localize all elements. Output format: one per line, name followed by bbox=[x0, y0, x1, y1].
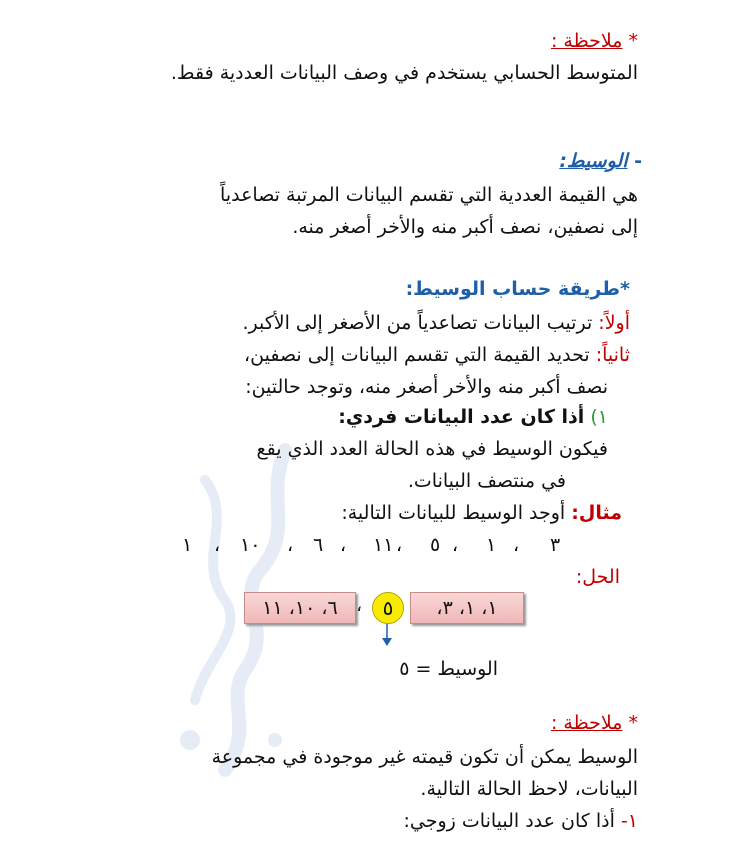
case1-line2: في منتصف البيانات. bbox=[407, 470, 566, 492]
value: ٥ bbox=[430, 534, 441, 556]
separator: ، bbox=[452, 534, 459, 556]
median-heading bbox=[559, 148, 642, 174]
note2-line1: الوسيط يمكن أن تكون قيمته غير موجودة في مجموعة bbox=[211, 746, 638, 768]
case1-heading bbox=[338, 404, 608, 430]
separator: ، bbox=[214, 534, 221, 556]
example-label: مثال: bbox=[571, 502, 622, 524]
down-arrow-icon bbox=[381, 624, 393, 648]
value: ١٠ bbox=[240, 534, 261, 556]
separator: ، bbox=[513, 534, 520, 556]
median-result: الوسيط = ٥ bbox=[399, 658, 498, 680]
example-values bbox=[180, 532, 560, 558]
box-comma: ، bbox=[356, 594, 363, 616]
median-title: الوسيط: bbox=[559, 150, 628, 172]
note1-label: ملاحظة : bbox=[550, 30, 623, 52]
method-first-label: أولاً: bbox=[598, 312, 630, 334]
left-half-box: ٦، ١٠، ١١ bbox=[244, 592, 356, 624]
median-def-line1: هي القيمة العددية التي تقسم البيانات المرتبة تصاعدياً bbox=[220, 184, 638, 206]
method-second bbox=[244, 342, 630, 368]
separator: ، bbox=[396, 534, 403, 556]
separator: ، bbox=[340, 534, 347, 556]
case2-num: ١- bbox=[614, 810, 638, 832]
method-first bbox=[242, 310, 630, 336]
method-second-line2: نصف أكبر منه والأخر أصغر منه، وتوجد حالتين: bbox=[245, 376, 608, 398]
note1-text: المتوسط الحسابي يستخدم في وصف البيانات العددية فقط. bbox=[170, 62, 638, 84]
note2-label: ملاحظة : bbox=[550, 712, 623, 734]
note2-heading bbox=[551, 710, 638, 736]
value: ١ bbox=[486, 534, 497, 556]
right-half-box: ١، ١، ٣، bbox=[410, 592, 524, 624]
example-text: أوجد الوسيط للبيانات التالية: bbox=[341, 502, 572, 524]
case1-title: أذا كان عدد البيانات فردي: bbox=[338, 406, 585, 428]
note1-star: * bbox=[622, 30, 638, 52]
case1-line1: فيكون الوسيط في هذه الحالة العدد الذي يقع bbox=[256, 438, 608, 460]
note2-line2: البيانات، لاحظ الحالة التالية. bbox=[420, 778, 638, 800]
example-heading bbox=[341, 500, 622, 526]
value: ١١ bbox=[373, 534, 394, 556]
median-def-line2: إلى نصفين، نصف أكبر منه والأخر أصغر منه. bbox=[292, 216, 638, 238]
method-title: *طريقة حساب الوسيط: bbox=[405, 278, 630, 300]
value: ٦ bbox=[313, 534, 324, 556]
note2-star: * bbox=[622, 712, 638, 734]
case2-heading bbox=[404, 808, 638, 834]
method-second-text: تحديد القيمة التي تقسم البيانات إلى نصفين، bbox=[244, 344, 596, 366]
case2-text: أذا كان عدد البيانات زوجي: bbox=[403, 810, 615, 832]
value: ١ bbox=[182, 534, 193, 556]
method-second-label: ثانياً: bbox=[595, 344, 630, 366]
method-first-text: ترتيب البيانات تصاعدياً من الأصغر إلى الأكبر. bbox=[242, 312, 599, 334]
value: ٣ bbox=[550, 534, 561, 556]
solution-label: الحل: bbox=[575, 566, 620, 588]
note1-heading bbox=[551, 28, 638, 54]
median-circle: ٥ bbox=[372, 592, 404, 624]
separator: ، bbox=[287, 534, 294, 556]
case1-num: ١) bbox=[584, 406, 608, 428]
median-bullet: - bbox=[627, 150, 642, 172]
